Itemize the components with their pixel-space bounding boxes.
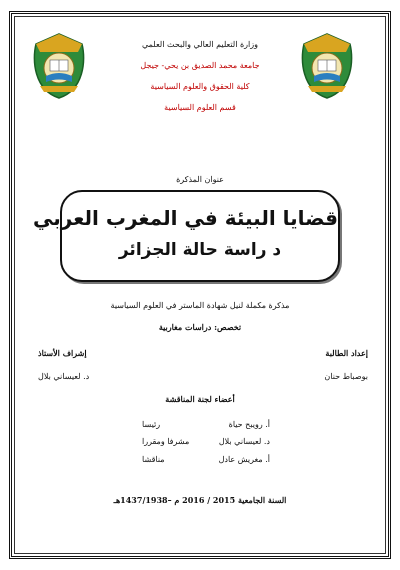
university-name: جامعة محمد الصديق بن يحي- جيجل bbox=[140, 61, 260, 70]
student-name: بوصباط حنان bbox=[324, 372, 368, 381]
committee-member-name: د. لعيساني بلال bbox=[218, 437, 270, 446]
ministry-name: وزارة التعليم العالي والبحث العلمي bbox=[142, 40, 258, 49]
committee-title: أعضاء لجنة المناقشة bbox=[165, 394, 235, 404]
committee-member-name: أ. مغريش عادل bbox=[218, 455, 270, 464]
supervisor-name: د. لعيساني بلال bbox=[38, 372, 90, 381]
thesis-subtitle: د راسة حالة الجزائر bbox=[118, 240, 282, 260]
committee-member-role: مشرفا ومقررا bbox=[142, 437, 190, 446]
specialty: تخصص: دراسات مغاربية bbox=[158, 322, 242, 332]
student-label: إعداد الطالبة bbox=[325, 348, 368, 358]
department-name: قسم العلوم السياسية bbox=[164, 103, 236, 112]
supervisor-label: إشراف الأستاذ bbox=[38, 348, 87, 358]
committee-member-role: مناقشا bbox=[142, 455, 165, 464]
thesis-title-box bbox=[33, 190, 340, 282]
memo-title-label: عنوان المذكرة bbox=[176, 175, 224, 184]
academic-year: السنة الجامعية 2015 / 2016 م –1437/1938هـ bbox=[113, 495, 287, 505]
thesis-title: قضايا البيئة في المغرب العربي bbox=[33, 206, 338, 230]
thesis-description: مذكرة مكملة لنيل شهادة الماستر في العلوم السياسية bbox=[110, 301, 290, 310]
committee-member-role: رئيسا bbox=[142, 420, 161, 429]
faculty-name: كلية الحقوق والعلوم السياسية bbox=[150, 82, 250, 91]
institution-header bbox=[0, 40, 400, 124]
committee-member-name: أ. رويبح حياة bbox=[228, 420, 270, 429]
